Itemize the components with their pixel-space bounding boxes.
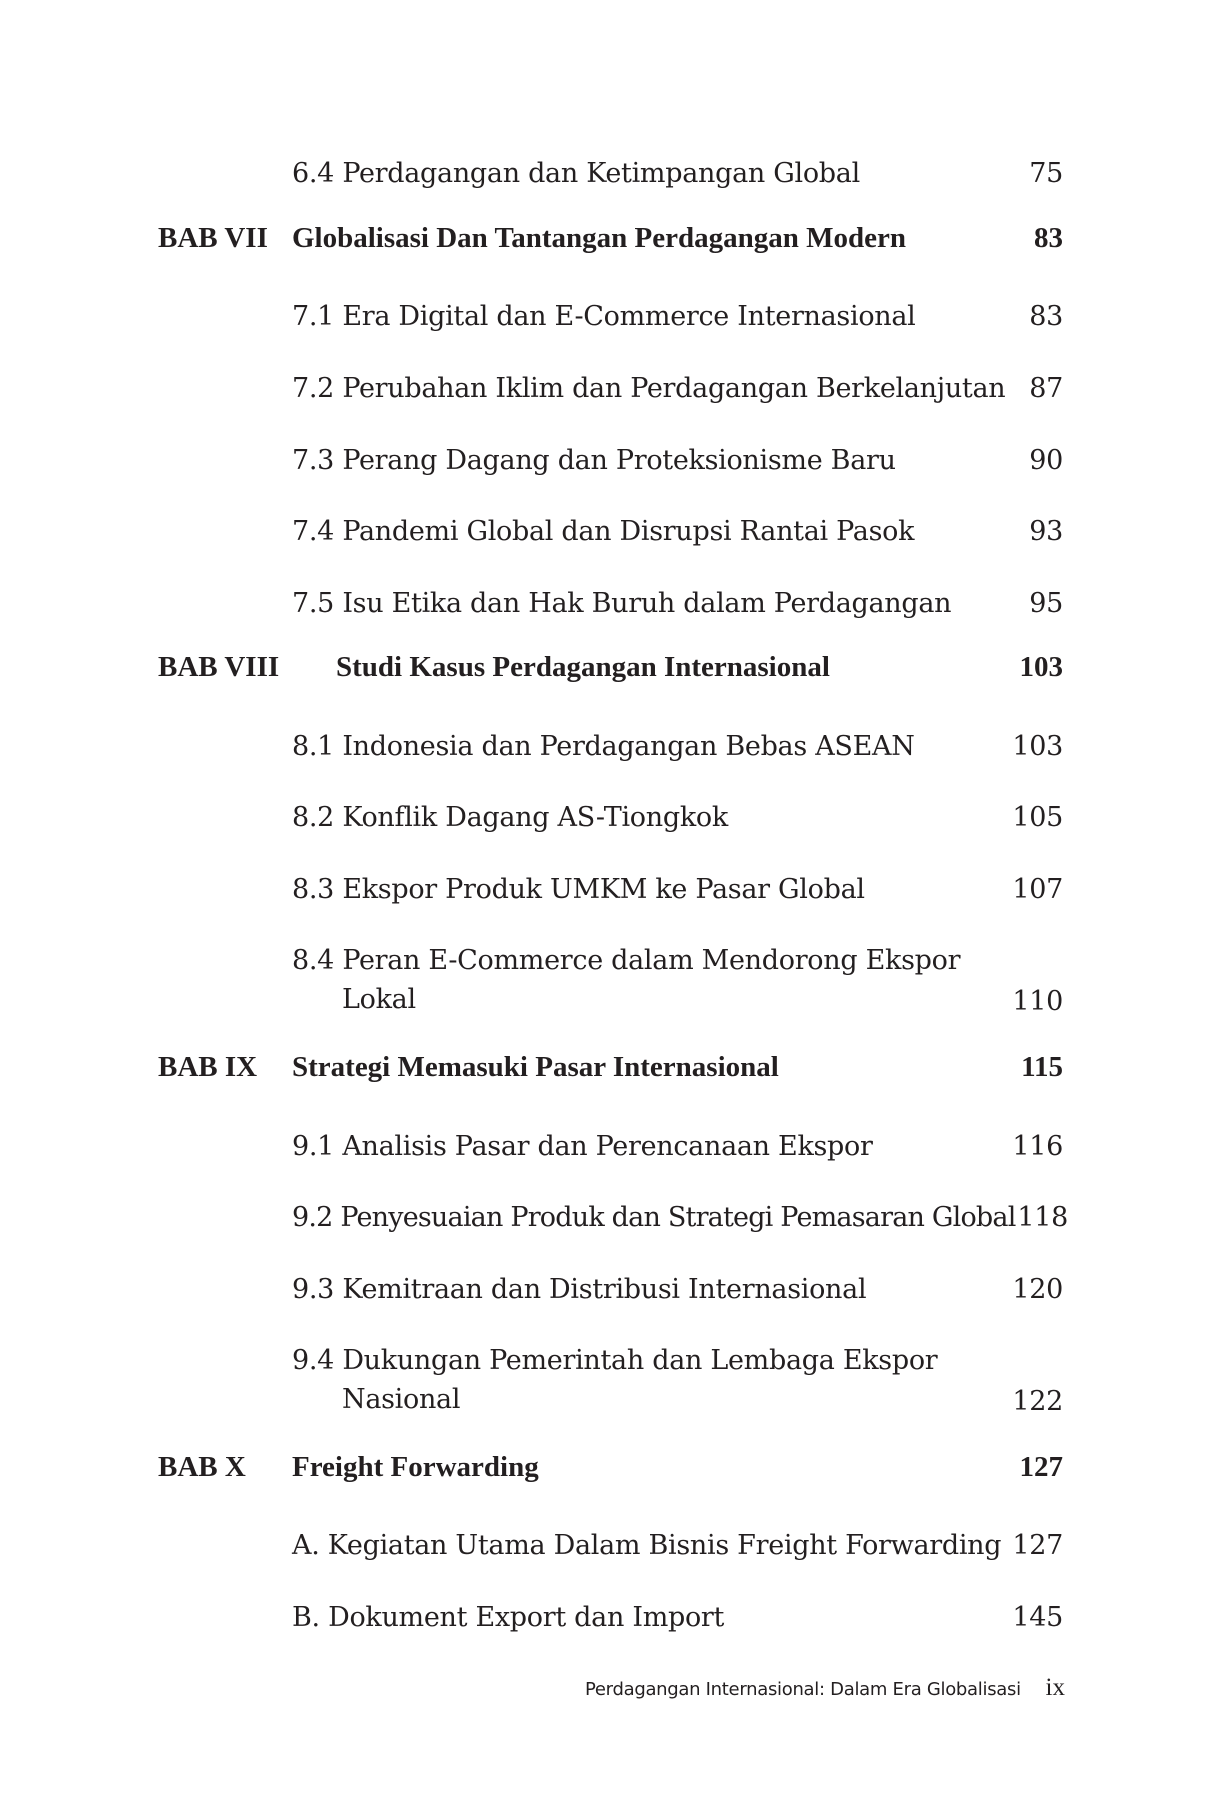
section-title-continuation: Lokal [342, 984, 416, 1015]
section-title: 9.3 Kemitraan dan Distribusi Internasional [292, 1274, 867, 1305]
page-number: 83 [1034, 222, 1063, 254]
page-number: 105 [1012, 802, 1063, 833]
page-number: 127 [1012, 1530, 1063, 1561]
section-title: 9.2 Penyesuaian Produk dan Strategi Pemasaran Global [292, 1202, 1016, 1233]
section-title: A. Kegiatan Utama Dalam Bisnis Freight Forwarding [292, 1530, 1002, 1561]
section-title: 7.2 Perubahan Iklim dan Perdagangan Berkelanjutan [292, 373, 1006, 404]
section-title-line: 9.4 Dukungan Pemerintah dan Lembaga Ekspor [292, 1345, 938, 1376]
page-number: 103 [1019, 651, 1063, 683]
page-number: 116 [1012, 1131, 1063, 1162]
chapter-title: Globalisasi Dan Tantangan Perdagangan Modern [292, 222, 906, 254]
running-footer-title: Perdagangan Internasional: Dalam Era Globalisasi [585, 1679, 1021, 1700]
page-number: 127 [1019, 1451, 1063, 1483]
page-number: 103 [1012, 731, 1063, 762]
chapter-label: BAB X [158, 1451, 246, 1483]
section-title: 9.1 Analisis Pasar dan Perencanaan Ekspor [292, 1131, 873, 1162]
page-number: 95 [1029, 588, 1063, 619]
section-title: 8.2 Konflik Dagang AS-Tiongkok [292, 802, 728, 833]
page-number: 118 [1017, 1202, 1068, 1233]
section-title [292, 945, 960, 1015]
page-number: 83 [1029, 301, 1063, 332]
page-number: 107 [1012, 874, 1063, 905]
section-title: 7.4 Pandemi Global dan Disrupsi Rantai Pasok [292, 516, 915, 547]
page-number: 120 [1012, 1274, 1063, 1305]
page-number: 90 [1029, 445, 1063, 476]
chapter-title: Studi Kasus Perdagangan Internasional [336, 651, 830, 683]
section-title: 7.1 Era Digital dan E-Commerce Internasional [292, 301, 916, 332]
chapter-label: BAB IX [158, 1051, 258, 1083]
page-number: 93 [1029, 516, 1063, 547]
section-title: 8.1 Indonesia dan Perdagangan Bebas ASEAN [292, 731, 915, 762]
section-title-continuation: Nasional [342, 1384, 461, 1415]
section-title: B. Dokument Export dan Import [292, 1602, 725, 1633]
chapter-label: BAB VII [158, 222, 268, 254]
page-number: 87 [1029, 373, 1063, 404]
section-title-line: 8.4 Peran E-Commerce dalam Mendorong Ekspor [292, 945, 961, 976]
section-title: 7.5 Isu Etika dan Hak Buruh dalam Perdagangan [292, 588, 952, 619]
section-title: 8.3 Ekspor Produk UMKM ke Pasar Global [292, 874, 865, 905]
page-number: 145 [1012, 1602, 1063, 1633]
chapter-label: BAB VIII [158, 651, 280, 683]
chapter-title: Strategi Memasuki Pasar Internasional [292, 1051, 779, 1083]
page-number: 115 [1021, 1051, 1063, 1083]
page-number: 110 [1012, 986, 1063, 1017]
section-title: 6.4 Perdagangan dan Ketimpangan Global [292, 158, 860, 189]
page-number: 122 [1012, 1386, 1063, 1417]
footer-page-number: ix [1045, 1674, 1065, 1701]
page-number: 75 [1029, 158, 1063, 189]
chapter-title: Freight Forwarding [292, 1451, 539, 1483]
section-title [292, 1345, 937, 1415]
section-title: 7.3 Perang Dagang dan Proteksionisme Baru [292, 445, 896, 476]
